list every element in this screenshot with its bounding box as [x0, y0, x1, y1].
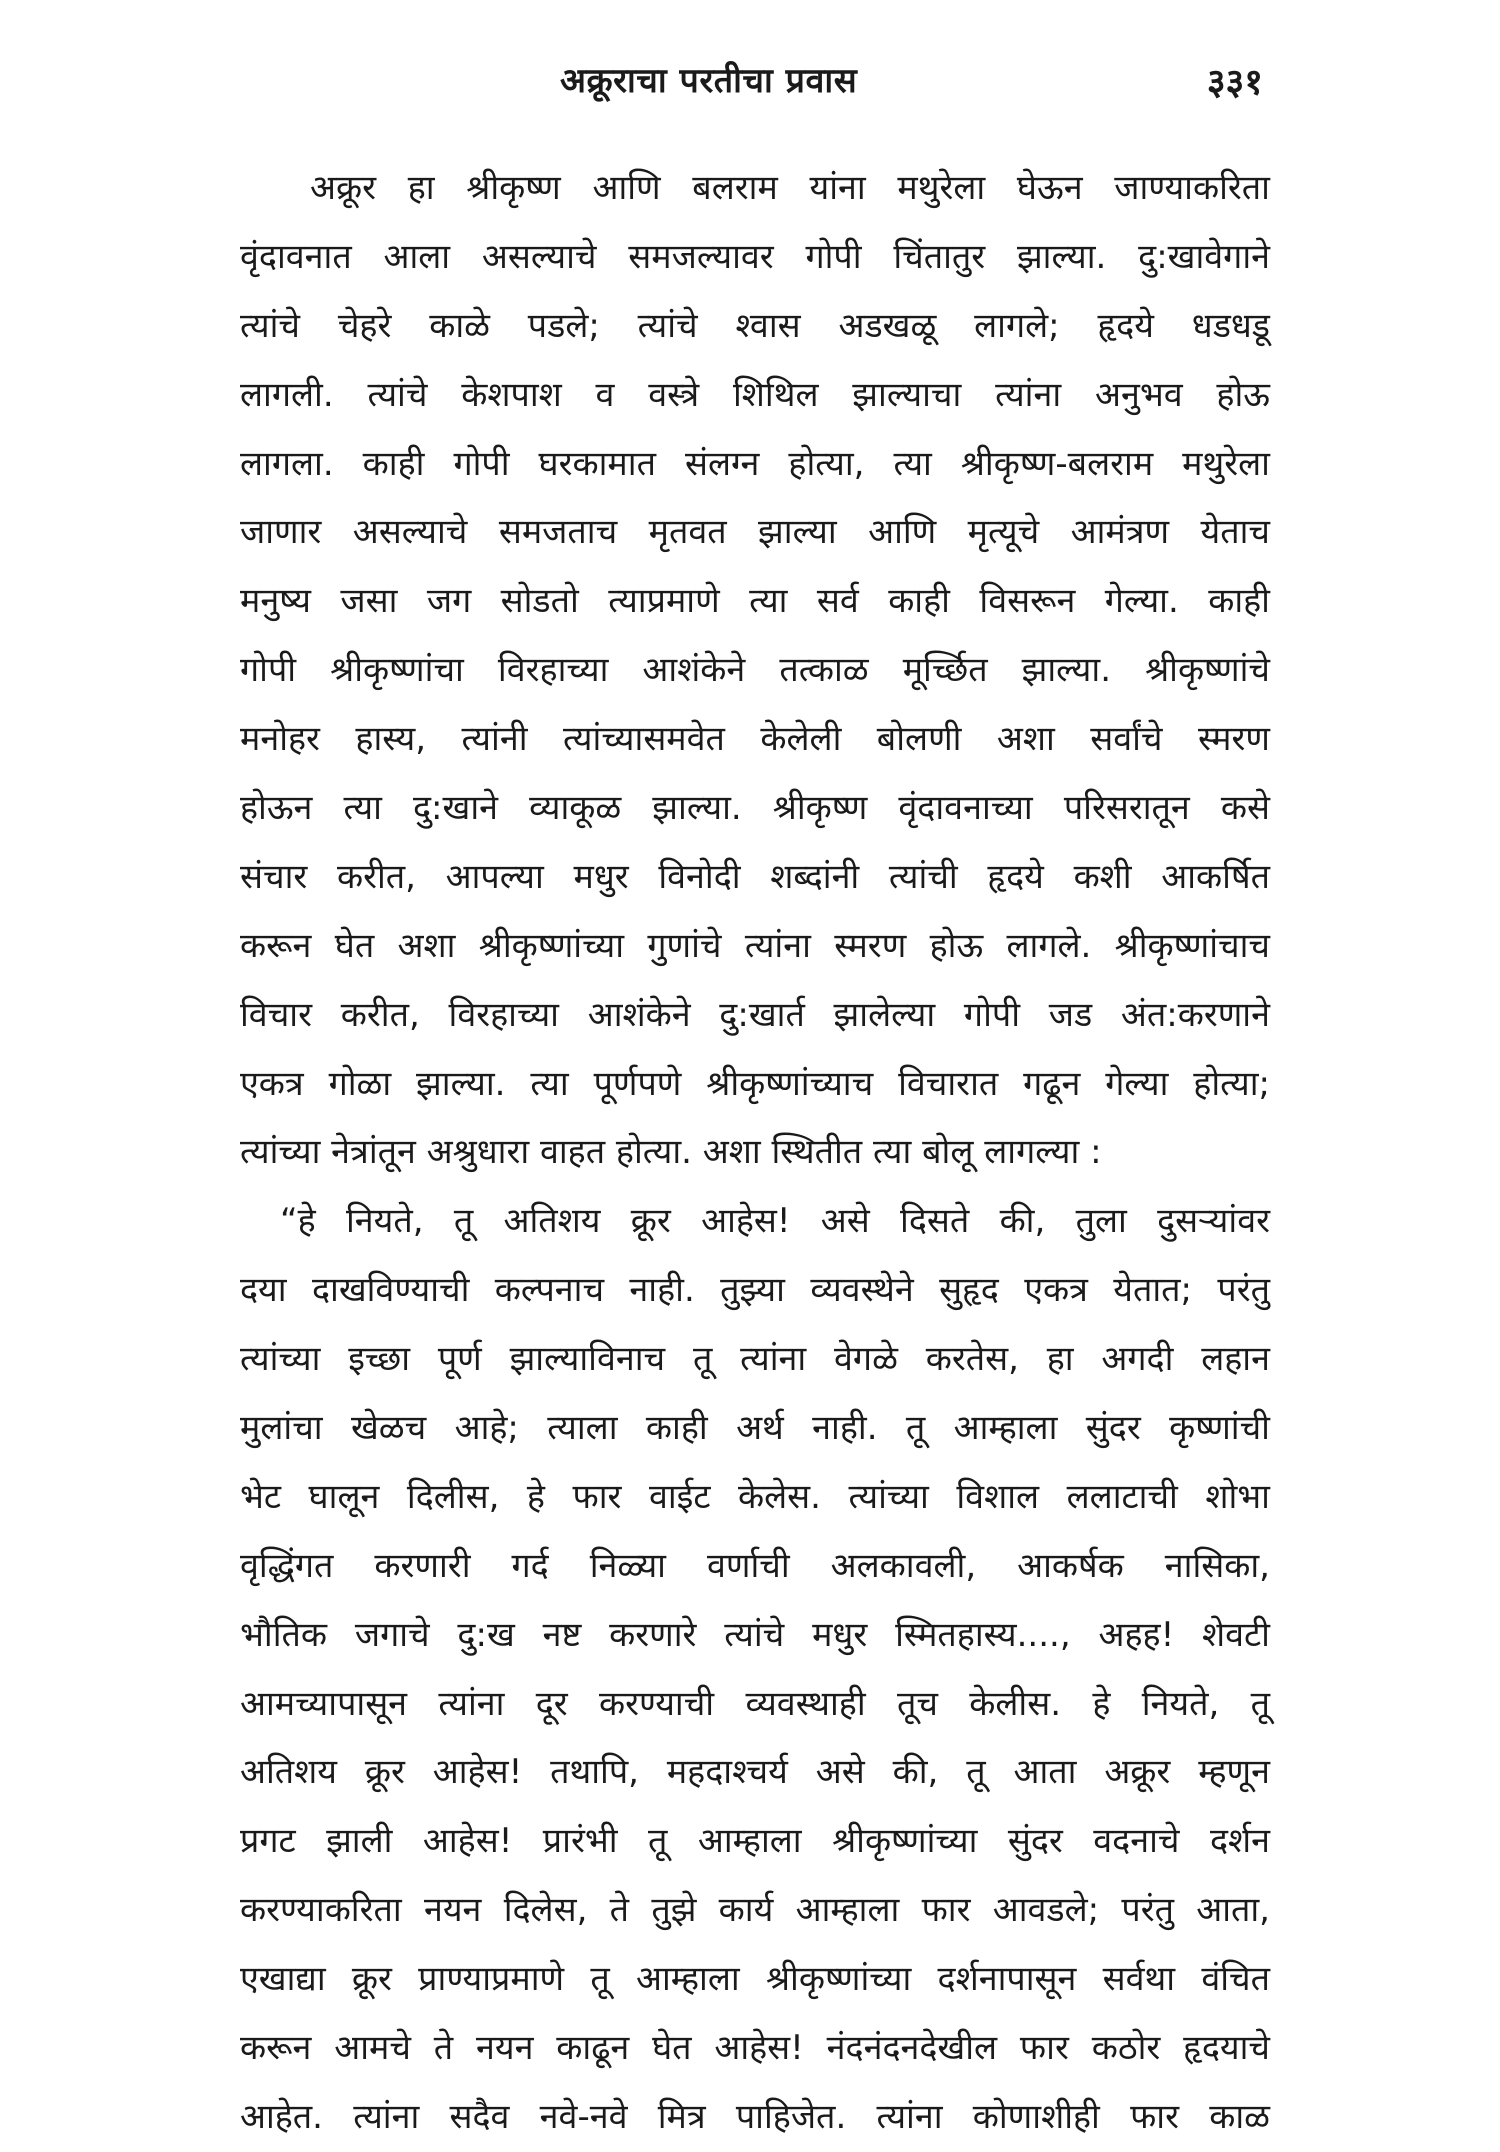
text-line: जाणार असल्याचे समजताच मृतवत झाल्या आणि मृत्यूचे आमंत्रण येताच	[240, 512, 1270, 553]
text-line: करण्याकरिता नयन दिलेस, ते तुझे कार्य आम्हाला फार आवडले; परंतु आता,	[240, 1890, 1270, 1931]
text-line: करून आमचे ते नयन काढून घेत आहेस! नंदनंदनदेखील फार कठोर हृदयाचे	[240, 2028, 1270, 2069]
text-line: भौतिक जगाचे दु:ख नष्ट करणारे त्यांचे मधुर स्मितहास्य...., अहह! शेवटी	[240, 1614, 1270, 1655]
text-line: वृद्धिंगत करणारी गर्द निळ्या वर्णाची अलकावली, आकर्षक नासिका,	[240, 1545, 1270, 1586]
text-line: लागली. त्यांचे केशपाश व वस्त्रे शिथिल झाल्याचा त्यांना अनुभव होऊ	[240, 374, 1270, 415]
text-line: भेट घालून दिलीस, हे फार वाईट केलेस. त्यांच्या विशाल ललाटाची शोभा	[240, 1476, 1270, 1517]
text-line: आमच्यापासून त्यांना दूर करण्याची व्यवस्थाही तूच केलीस. हे नियते, तू	[240, 1683, 1270, 1724]
text-line: त्यांचे चेहरे काळे पडले; त्यांचे श्वास अडखळू लागले; हृदये धडधडू	[240, 305, 1270, 346]
text-line: विचार करीत, विरहाच्या आशंकेने दु:खार्त झालेल्या गोपी जड अंत:करणाने	[240, 994, 1270, 1035]
text-line: मुलांचा खेळच आहे; त्याला काही अर्थ नाही. तू आम्हाला सुंदर कृष्णांची	[240, 1408, 1270, 1449]
running-head	[0, 56, 1500, 116]
text-line: त्यांच्या नेत्रांतून अश्रुधारा वाहत होत्या. अशा स्थितीत त्या बोलू लागल्या :	[240, 1132, 1102, 1173]
text-line: संचार करीत, आपल्या मधुर विनोदी शब्दांनी त्यांची हृदये कशी आकर्षित	[240, 856, 1270, 897]
text-line: एकत्र गोळा झाल्या. त्या पूर्णपणे श्रीकृष्णांच्याच विचारात गढून गेल्या होत्या;	[240, 1063, 1270, 1104]
chapter-title: अक्रूराचा परतीचा प्रवास	[560, 61, 858, 101]
text-line: त्यांच्या इच्छा पूर्ण झाल्याविनाच तू त्यांना वेगळे करतेस, हा अगदी लहान	[240, 1339, 1270, 1380]
body-text	[240, 154, 1270, 2152]
text-line: लागला. काही गोपी घरकामात संलग्न होत्या, त्या श्रीकृष्ण-बलराम मथुरेला	[240, 443, 1270, 484]
text-line: आहेत. त्यांना सदैव नवे-नवे मित्र पाहिजेत. त्यांना कोणाशीही फार काळ	[240, 2096, 1270, 2137]
text-line: गोपी श्रीकृष्णांचा विरहाच्या आशंकेने तत्काळ मूर्च्छित झाल्या. श्रीकृष्णांचे	[240, 650, 1270, 691]
text-line: अतिशय क्रूर आहेस! तथापि, महदाश्चर्य असे की, तू आता अक्रूर म्हणून	[240, 1752, 1270, 1793]
text-line: वृंदावनात आला असल्याचे समजल्यावर गोपी चिंतातुर झाल्या. दु:खावेगाने	[240, 236, 1270, 277]
text-line: प्रगट झाली आहेस! प्रारंभी तू आम्हाला श्रीकृष्णांच्या सुंदर वदनाचे दर्शन	[240, 1821, 1270, 1862]
text-line: होऊन त्या दु:खाने व्याकूळ झाल्या. श्रीकृष्ण वृंदावनाच्या परिसरातून कसे	[240, 788, 1270, 829]
text-line: करून घेत अशा श्रीकृष्णांच्या गुणांचे त्यांना स्मरण होऊ लागले. श्रीकृष्णांचाच	[240, 925, 1270, 966]
text-line: “हे नियते, तू अतिशय क्रूर आहेस! असे दिसते की, तुला दुसऱ्यांवर	[280, 1201, 1270, 1242]
text-line: मनोहर हास्य, त्यांनी त्यांच्यासमवेत केलेली बोलणी अशा सर्वांचे स्मरण	[240, 719, 1270, 760]
text-line: एखाद्या क्रूर प्राण्याप्रमाणे तू आम्हाला श्रीकृष्णांच्या दर्शनापासून सर्वथा वंचित	[240, 1959, 1270, 2000]
page-number: ३३१	[1206, 62, 1263, 103]
text-line: दया दाखविण्याची कल्पनाच नाही. तुझ्या व्यवस्थेने सुहृद एकत्र येतात; परंतु	[240, 1270, 1270, 1311]
text-line: मनुष्य जसा जग सोडतो त्याप्रमाणे त्या सर्व काही विसरून गेल्या. काही	[240, 581, 1270, 622]
text-line: अक्रूर हा श्रीकृष्ण आणि बलराम यांना मथुरेला घेऊन जाण्याकरिता	[310, 168, 1270, 208]
